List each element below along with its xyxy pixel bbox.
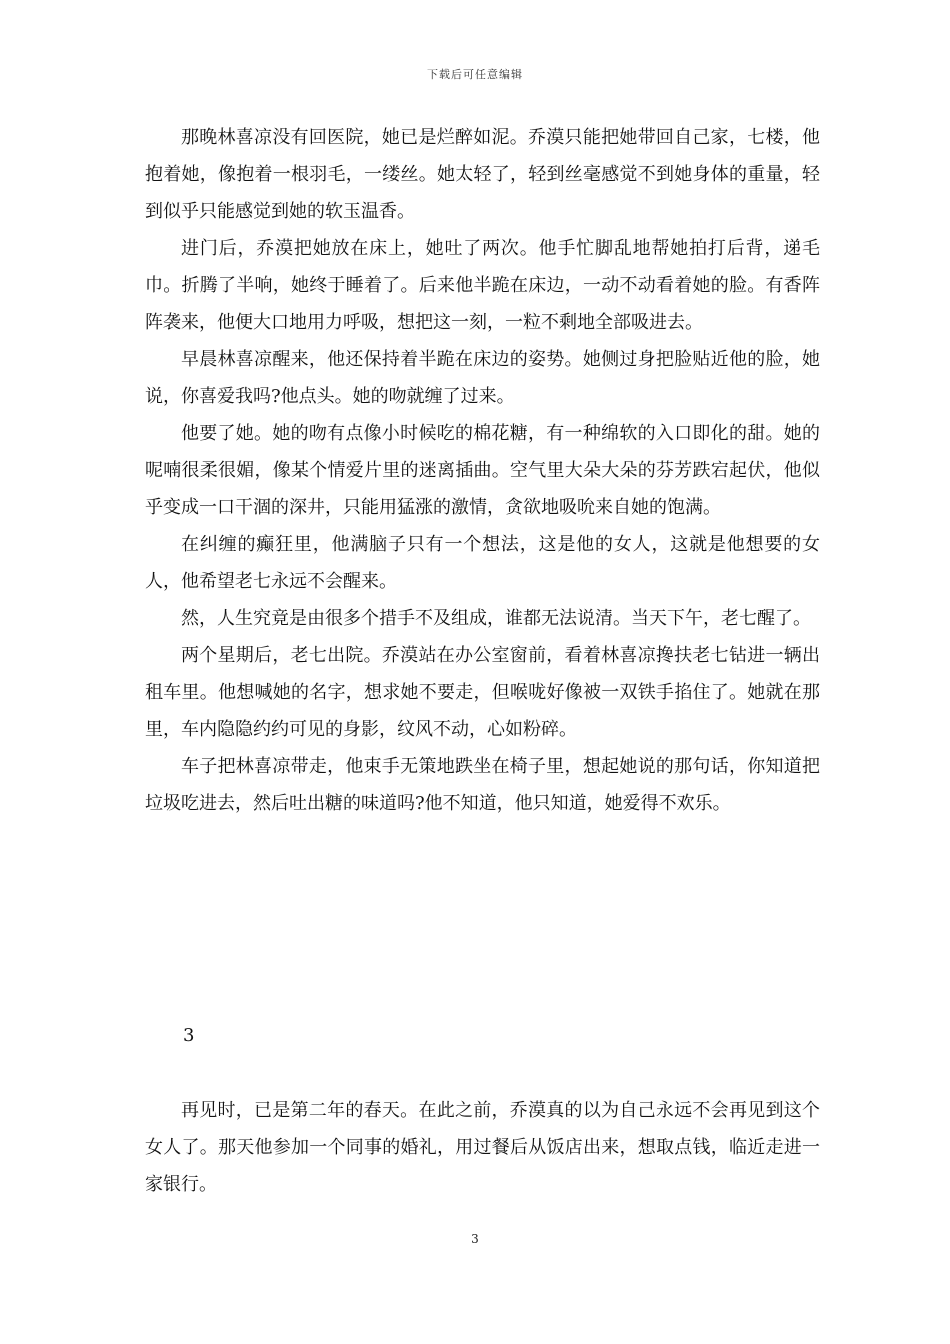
paragraph: 进门后，乔漠把她放在床上，她吐了两次。他手忙脚乱地帮她拍打后背，递毛巾。折腾了半响，她终于睡着了。后来他半跪在床边，一动不动看着她的脸。有香阵阵袭来，他便大口地用力呼吸，想把这一刻，一粒不剩地全部吸进去。 [145, 238, 820, 333]
paragraph: 早晨林喜凉醒来，他还保持着半跪在床边的姿势。她侧过身把脸贴近他的脸，她说，你喜爱我吗?他点头。她的吻就缠了过来。 [145, 349, 820, 407]
paragraph: 再见时，已是第二年的春天。在此之前，乔漠真的以为自己永远不会再见到这个女人了。那天他参加一个同事的婚礼，用过餐后从饭店出来，想取点钱，临近走进一家银行。 [145, 1100, 820, 1195]
paragraph: 那晚林喜凉没有回医院，她已是烂醉如泥。乔漠只能把她带回自己家，七楼，他抱着她，像抱着一根羽毛，一缕丝。她太轻了，轻到丝毫感觉不到她身体的重量，轻到似乎只能感觉到她的软玉温香。 [145, 127, 820, 222]
paragraph: 车子把林喜凉带走，他束手无策地跌坐在椅子里，想起她说的那句话，你知道把垃圾吃进去，然后吐出糖的味道吗?他不知道，他只知道，她爱得不欢乐。 [145, 756, 820, 814]
paragraph: 然，人生究竟是由很多个措手不及组成，谁都无法说清。当天下午，老七醒了。 [181, 608, 811, 629]
body-text [145, 119, 820, 822]
section-number: 3 [183, 1025, 195, 1046]
page-number: 3 [471, 1232, 479, 1246]
paragraph: 两个星期后，老七出院。乔漠站在办公室窗前，看着林喜凉搀扶老七钻进一辆出租车里。他想喊她的名字，想求她不要走，但喉咙好像被一双铁手掐住了。她就在那里，车内隐隐约约可见的身影，纹风不动，心如粉碎。 [145, 645, 820, 740]
paragraph: 他要了她。她的吻有点像小时候吃的棉花糖，有一种绵软的入口即化的甜。她的呢喃很柔很媚，像某个情爱片里的迷离插曲。空气里大朵大朵的芬芳跌宕起伏，他似乎变成一口干涸的深井，只能用猛涨的激情，贪欲地吸吮来自她的饱满。 [145, 423, 820, 518]
paragraph: 在纠缠的癫狂里，他满脑子只有一个想法，这是他的女人，这就是他想要的女人，他希望老七永远不会醒来。 [145, 534, 820, 592]
page-header: 下载后可任意编辑 [427, 68, 523, 81]
body-text-section-3 [145, 1092, 820, 1203]
